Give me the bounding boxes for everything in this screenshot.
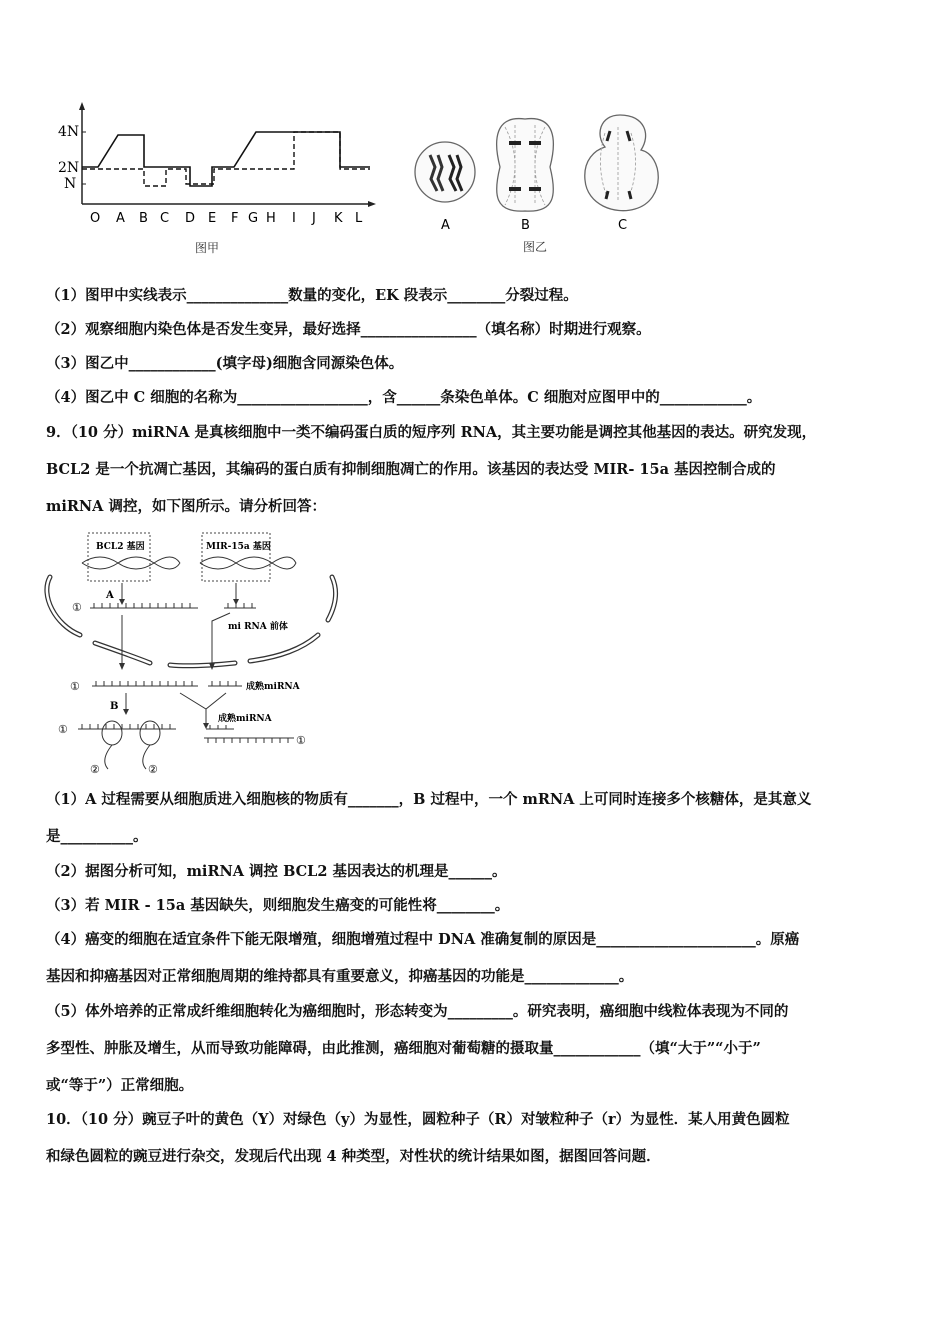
circle-1-row3: ① (58, 723, 68, 736)
q9-item-4a: （4）癌变的细胞在适宜条件下能无限增殖，细胞增殖过程中 DNA 准确复制的原因是______________________。原癌 (46, 931, 800, 948)
y-label-2n: 2N (58, 160, 80, 176)
caption-jia: 图甲 (195, 241, 220, 255)
cell-c (585, 115, 658, 233)
q10-line-2: 和绿色圆粒的豌豆进行杂交，发现后代出现 4 种类型，对性状的统计结果如图，据图回答问题． (46, 1148, 661, 1165)
q9-item-3: （3）若 MIR - 15a 基因缺失，则细胞发生癌变的可能性将________。 (46, 897, 510, 914)
q8-item-3: （3）图乙中____________(填字母)细胞含同源染色体。 (46, 355, 404, 372)
x-label-h: H (266, 211, 276, 226)
x-label-l: L (355, 211, 363, 226)
q9-item-5b: 多型性、肿胀及增生，从而导致功能障碍，由此推测，癌细胞对葡萄糖的摄取量____________（填“大于”“小于” (46, 1040, 761, 1057)
q9-intro-line-1: 9．（10 分）miRNA 是真核细胞中一类不编码蛋白质的短序列 RNA，其主要功能是调控其他基因的表达。研究发现， (46, 424, 817, 441)
x-label-i: I (292, 211, 296, 226)
q8-item-1: （1）图甲中实线表示______________数量的变化，EK 段表示________分裂过程。 (46, 287, 578, 304)
gene-mir15a-label: MIR-15a 基因 (206, 542, 271, 552)
q9-intro-line-2: BCL2 是一个抗凋亡基因，其编码的蛋白质有抑制细胞凋亡的作用。该基因的表达受 MIR- 15a 基因控制合成的 (46, 461, 776, 478)
x-label-a: A (116, 211, 125, 226)
precursor-label: mi RNA 前体 (228, 622, 288, 632)
gene-bcl2-label: BCL2 基因 (96, 542, 145, 552)
q8-item-4: （4）图乙中 C 细胞的名称为__________________，含______条染色单体。C 细胞对应图甲中的____________。 (46, 389, 762, 406)
q9-intro-line-3: miRNA 调控，如下图所示。请分析回答： (46, 498, 326, 515)
mirna-diagram (40, 525, 350, 780)
q9-item-1b: 是__________。 (46, 828, 148, 845)
x-label-f: F (231, 211, 239, 226)
solid-curve (82, 132, 370, 186)
q9-item-5a: （5）体外培养的正常成纤维细胞转化为癌细胞时，形态转变为_________。研究表明，癌细胞中线粒体表现为不同的 (46, 1003, 789, 1020)
q9-item-2: （2）据图分析可知，miRNA 调控 BCL2 基因表达的机理是______。 (46, 863, 507, 880)
q9-item-5c: 或“等于”）正常细胞。 (46, 1077, 194, 1094)
cell-b (497, 119, 554, 233)
y-label-n: N (64, 176, 77, 192)
cell-label-a: A (441, 218, 450, 233)
x-label-e: E (208, 211, 217, 226)
x-label-g: G (248, 211, 259, 226)
cells-yi (405, 105, 675, 260)
circle-1-row3-b: ① (296, 734, 306, 747)
x-label-j: J (312, 211, 316, 226)
mature-mirna-label-2: 成熟miRNA (218, 714, 272, 724)
dashed-curve (82, 132, 370, 186)
q9-item-4b: 基因和抑癌基因对正常细胞周期的维持都具有重要意义，抑癌基因的功能是_____________。 (46, 968, 634, 985)
x-label-o: O (90, 211, 101, 226)
graph-jia (50, 100, 380, 260)
x-label-b: B (139, 211, 148, 226)
x-label-k: K (334, 211, 343, 226)
mature-mirna-label-1: 成熟miRNA (246, 682, 300, 692)
circle-2-a: ② (90, 763, 100, 776)
cell-a (415, 142, 475, 233)
q8-item-2: （2）观察细胞内染色体是否发生变异，最好选择________________（填名称）时期进行观察。 (46, 321, 651, 338)
cell-label-c: C (618, 218, 628, 233)
circle-2-b: ② (148, 763, 158, 776)
label-b: B (110, 701, 119, 712)
x-label-c: C (160, 211, 170, 226)
circle-1-row1: ① (72, 601, 82, 614)
caption-yi: 图乙 (523, 240, 548, 254)
q10-line-1: 10．（10 分）豌豆子叶的黄色（Y）对绿色（y）为显性，圆粒种子（R）对皱粒种子（r）为显性．某人用黄色圆粒 (46, 1111, 790, 1128)
y-label-4n: 4N (58, 124, 80, 140)
label-a: A (106, 590, 114, 601)
x-label-d: D (185, 211, 196, 226)
q9-item-1a: （1）A 过程需要从细胞质进入细胞核的物质有_______，B 过程中，一个 mRNA 上可同时连接多个核糖体，是其意义 (46, 791, 812, 808)
circle-1-row2: ① (70, 680, 80, 693)
cell-label-b: B (521, 218, 530, 233)
